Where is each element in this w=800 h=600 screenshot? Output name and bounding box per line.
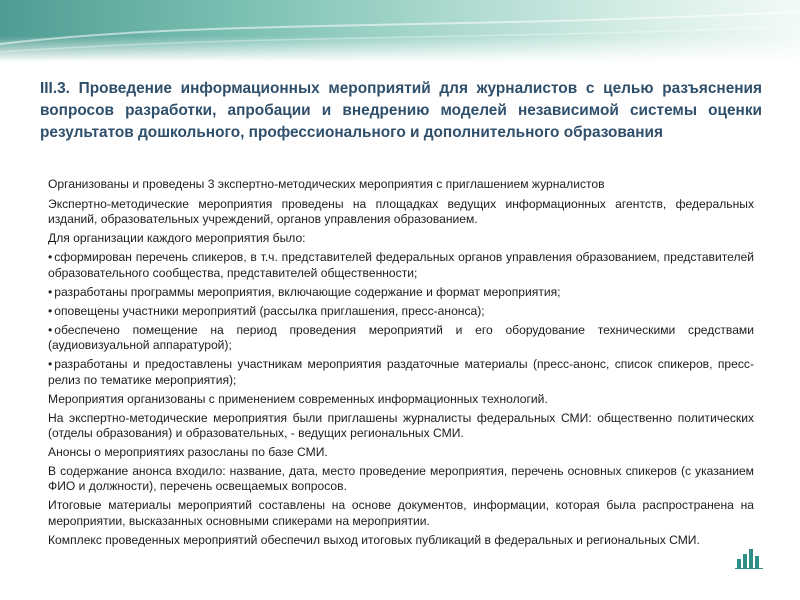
paragraph-text: Мероприятия организованы с применением современных информационных технологий. (48, 391, 548, 406)
paragraph-text: разработаны программы мероприятия, включающие содержание и формат мероприятия; (54, 284, 561, 299)
dot-bullet: • (48, 303, 53, 318)
dot-list-item (48, 323, 754, 354)
bullet-item (48, 445, 754, 460)
bullet-item (48, 392, 754, 407)
paragraph-text: оповещены участники мероприятий (рассылка приглашения, пресс-анонса); (54, 303, 485, 318)
paragraph-text: Итоговые материалы мероприятий составлены на основе документов, информации, которая была распространена на мероприятии, высказанных основными спикерами на мероприятии. (48, 498, 754, 528)
dot-list-item (48, 285, 754, 300)
dot-list-item (48, 357, 754, 388)
intro-text (48, 177, 754, 192)
paragraph-text: Организованы и проведены 3 экспертно-методических мероприятия с приглашением журналистов (48, 177, 605, 191)
paragraph-text: На экспертно-методические мероприятия были приглашены журналисты федеральных СМИ: общественно политических (отделы образования) и образовательных, - ведущих региональных СМИ. (48, 410, 754, 441)
bullet-item (48, 533, 754, 548)
bullet-item (48, 464, 754, 495)
paragraph-text: Комплекс проведенных мероприятий обеспечил выход итоговых публикаций в федеральных и региональных СМИ. (48, 532, 700, 547)
bullet-item (48, 498, 754, 529)
paragraph-text: сформирован перечень спикеров, в т.ч. представителей федеральных органов управления образованием, представителей образовательного сообщества, представителей общественности; (48, 250, 754, 280)
dot-bullet: • (48, 284, 53, 299)
bullet-item (48, 197, 754, 228)
paragraph-text: Для организации каждого мероприятия было: (48, 231, 306, 246)
paragraph-text: Анонсы о мероприятиях разосланы по базе СМИ. (48, 445, 328, 460)
dot-bullet: • (48, 357, 53, 372)
dot-list-item (48, 304, 754, 319)
dot-bullet: • (48, 322, 53, 337)
slide-content (48, 177, 754, 552)
paragraph-text: разработаны и предоставлены участникам мероприятия раздаточные материалы (пресс-анонс, список спикеров, пресс-релиз по тематике мероприятия); (48, 357, 754, 387)
bullet-item (48, 411, 754, 442)
dot-list-item (48, 250, 754, 281)
slide-title: III.3. Проведение информационных мероприятий для журналистов с целью разъяснения вопросов разработки, апробации и внедрению моделей независимой системы оценки результатов дошкольного, профессионального и дополнительного образования (40, 80, 762, 141)
bullet-item (48, 231, 754, 246)
dot-bullet: • (48, 250, 53, 265)
paragraph-text: В содержание анонса входило: название, дата, место проведение мероприятия, перечень основных спикеров (с указанием ФИО и должности), перечень освещаемых вопросов. (48, 464, 754, 494)
bar-chart-icon (735, 545, 763, 569)
paragraph-text: Экспертно-методические мероприятия проведены на площадках ведущих информационных агентств, федеральных изданий, образовательных учреждений, органов управления образованием. (48, 197, 754, 227)
paragraph-text: обеспечено помещение на период проведения мероприятий и его оборудование техническими средствами (аудиовизуальной аппаратурой); (48, 322, 754, 353)
header-band (0, 0, 800, 62)
